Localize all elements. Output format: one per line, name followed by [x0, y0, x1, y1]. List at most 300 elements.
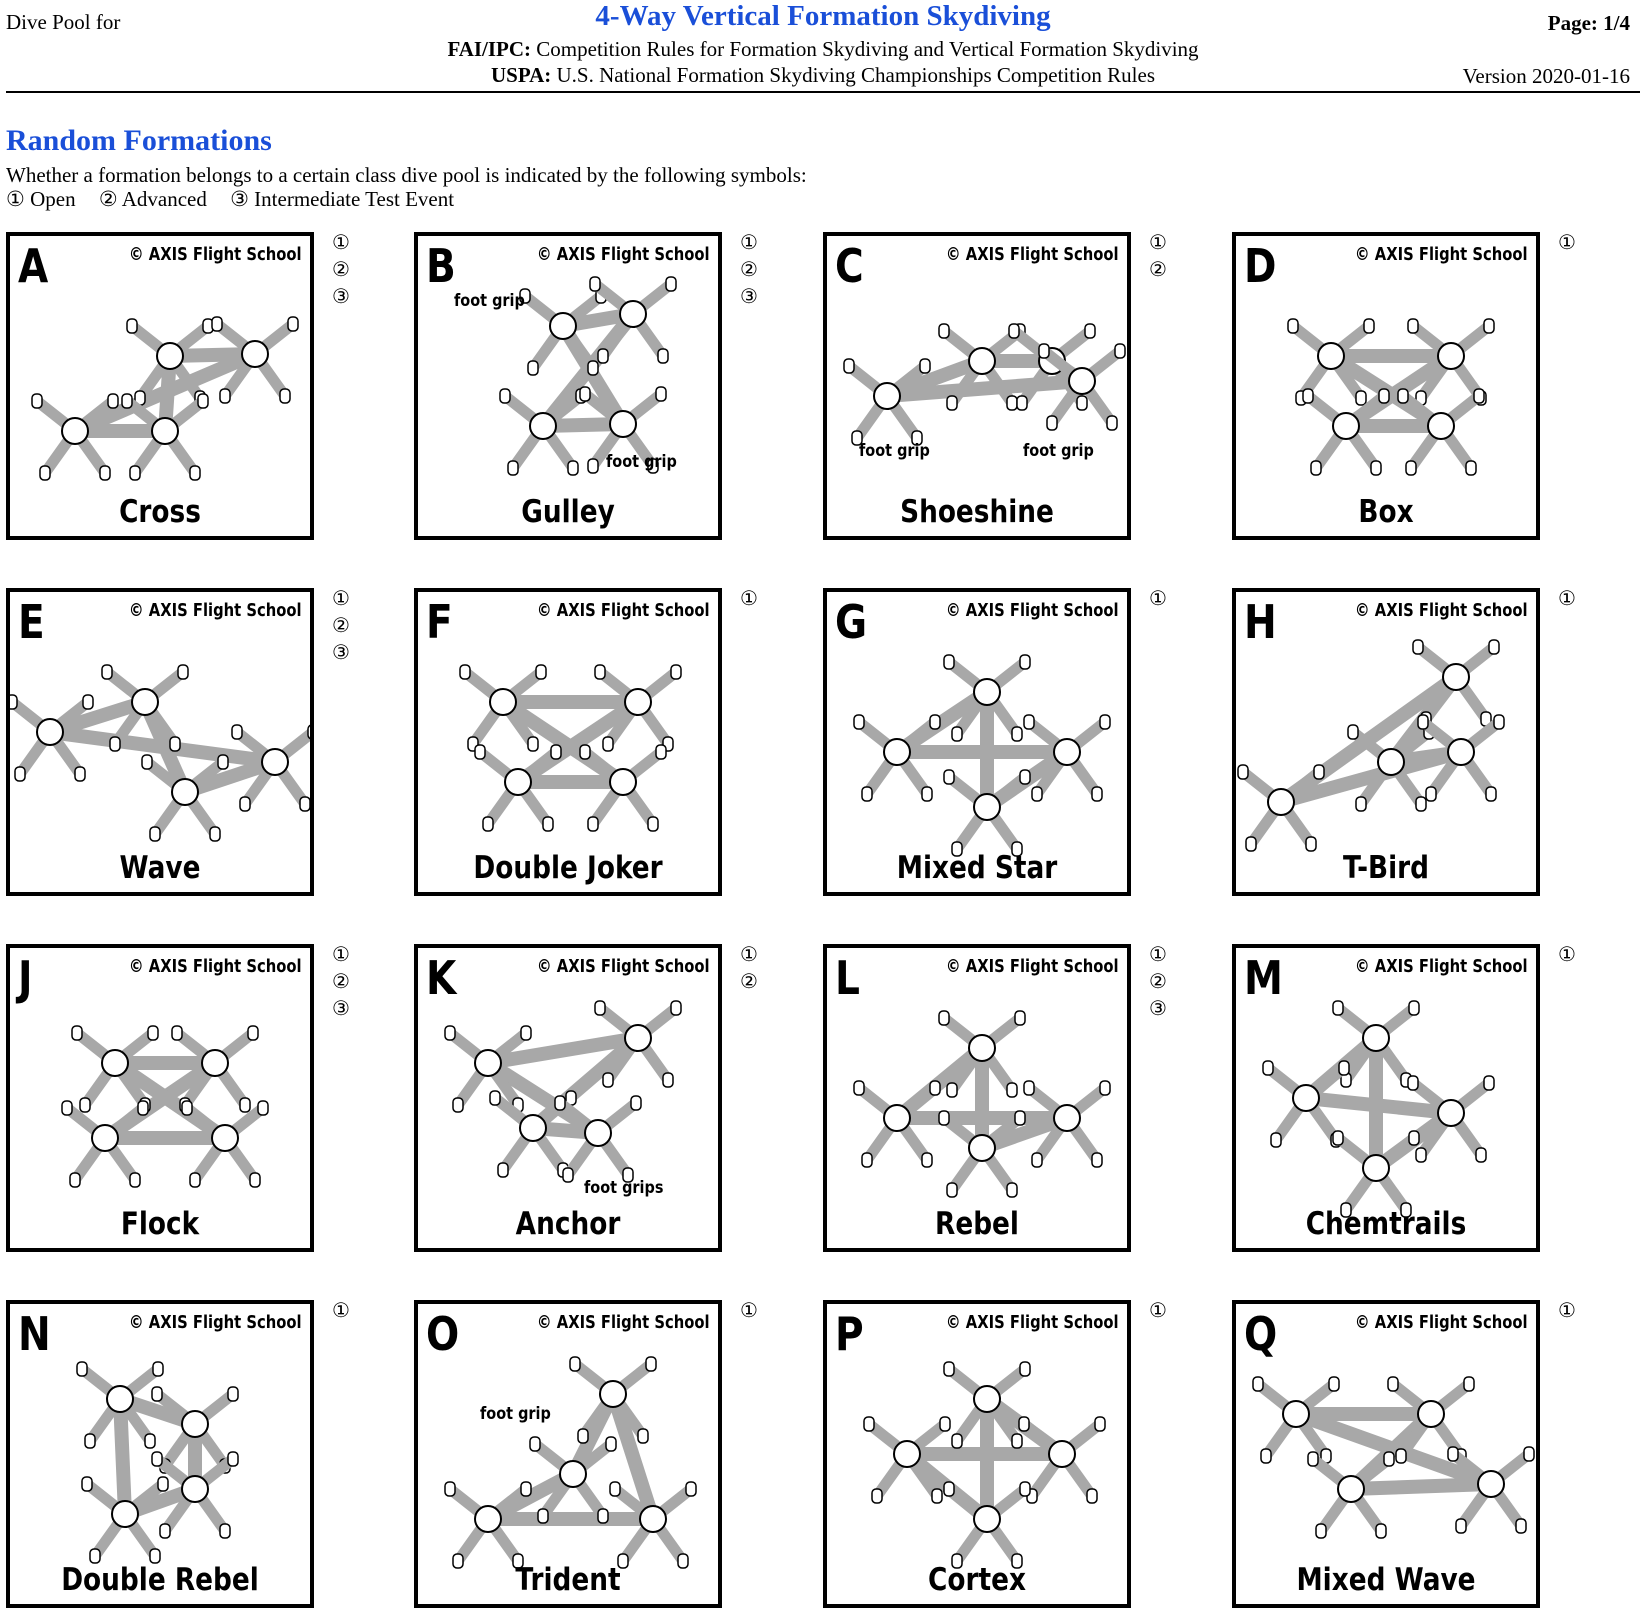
diver-hand [142, 755, 152, 769]
diver-head [530, 413, 556, 439]
formation-letter: C [835, 239, 864, 293]
diver-hand [663, 1073, 673, 1087]
diver-hand [944, 655, 954, 669]
diver-hand [1012, 1434, 1022, 1448]
formation-diagram [827, 236, 1127, 536]
formation-letter: D [1244, 239, 1277, 293]
diver-hand [570, 1357, 580, 1371]
copyright-label: © AXIS Flight School [537, 244, 710, 265]
diver-head [520, 1115, 546, 1141]
class-symbol: ① [332, 1300, 350, 1322]
formation-name: Chemtrails [1305, 1206, 1467, 1242]
class-legend [6, 187, 472, 211]
formation-name: Flock [120, 1206, 200, 1242]
diver-hand [578, 1429, 588, 1443]
diver-hand [490, 1091, 500, 1105]
diver-hand [1007, 1083, 1017, 1097]
diver-head [585, 1120, 611, 1146]
diver-hand [108, 394, 118, 408]
copyright-label: © AXIS Flight School [946, 600, 1119, 621]
diver-hand [862, 1153, 872, 1167]
legend-open: ① Open [6, 187, 76, 211]
class-symbol: ① [1149, 1300, 1167, 1322]
diver-hand [1009, 324, 1019, 338]
class-symbol: ① [740, 588, 758, 610]
diver-hand [1087, 1489, 1097, 1503]
class-symbol: ③ [740, 286, 758, 308]
diver-head [102, 1050, 128, 1076]
section-intro: Whether a formation belongs to a certain class dive pool is indicated by the following symbols: [6, 163, 807, 187]
formation-letter: B [426, 239, 456, 293]
diver-hand [671, 1001, 681, 1015]
formation-letter: G [835, 595, 868, 649]
diver-hand [228, 1452, 238, 1466]
formation-name: Cortex [928, 1562, 1026, 1598]
version-label: Version 2020-01-16 [1462, 64, 1630, 88]
diver-head [1333, 413, 1359, 439]
diver-head [1054, 739, 1080, 765]
diver-hand [1484, 319, 1494, 333]
diver-head [1318, 343, 1344, 369]
diver-hand [127, 319, 137, 333]
diver-head [1069, 368, 1095, 394]
diver-hand [110, 737, 120, 751]
diver-hand [947, 1083, 957, 1097]
diver-hand [854, 715, 864, 729]
diver-hand [1100, 1081, 1110, 1095]
diver-hand [1100, 715, 1110, 729]
class-marks [740, 230, 766, 311]
class-marks [740, 1298, 766, 1325]
formation-diagram [10, 236, 310, 536]
formation-letter: H [1244, 595, 1277, 649]
diver-head [969, 348, 995, 374]
fai-text: Competition Rules for Formation Skydiving and Vertical Formation Skydiving [536, 37, 1199, 61]
formation-name: Box [1358, 494, 1414, 530]
diver-hand [1253, 1377, 1263, 1391]
diver-hand [62, 1101, 72, 1115]
formation-card-b [414, 232, 722, 540]
diver-hand [555, 1096, 565, 1110]
diver-hand [500, 389, 510, 403]
diver-hand [1039, 344, 1049, 358]
diver-hand [1020, 1482, 1030, 1496]
formation-name: T-Bird [1342, 850, 1430, 886]
diver-hand [1333, 1001, 1343, 1015]
diver-hand [598, 1509, 608, 1523]
diver-hand [1339, 1061, 1349, 1075]
diver-hand [198, 394, 208, 408]
formation-letter: E [18, 595, 45, 649]
diver-hand [1314, 765, 1324, 779]
formation-letter: N [18, 1307, 51, 1361]
diver-hand [1316, 1524, 1326, 1538]
diver-head [262, 749, 288, 775]
copyright-label: © AXIS Flight School [129, 956, 302, 977]
diver-head [1363, 1155, 1389, 1181]
diver-hand [1024, 1081, 1034, 1095]
diver-hand [1007, 1183, 1017, 1197]
diver-hand [170, 737, 180, 751]
diver-hand [240, 797, 250, 811]
diver-hand [1020, 1362, 1030, 1376]
diver-hand [598, 349, 608, 363]
diver-hand [1047, 416, 1057, 430]
section-title: Random Formations [6, 124, 272, 157]
formation-diagram [10, 1304, 310, 1604]
diver-head [1268, 789, 1294, 815]
copyright-label: © AXIS Flight School [129, 1312, 302, 1333]
diver-hand [551, 745, 561, 759]
formation-diagram [1236, 592, 1536, 892]
diver-hand [538, 1509, 548, 1523]
class-symbol: ③ [332, 642, 350, 664]
uspa-text: U.S. National Formation Skydiving Championships Competition Rules [556, 63, 1156, 87]
diver-hand [944, 1482, 954, 1496]
formation-name: Rebel [935, 1206, 1019, 1242]
class-symbol: ② [1149, 971, 1167, 993]
diver-head [475, 1506, 501, 1532]
diver-hand [10, 695, 17, 709]
diver-head [172, 779, 198, 805]
diver-hand [1413, 640, 1423, 654]
formation-card-f [414, 588, 722, 896]
diver-head [1448, 739, 1474, 765]
diver-hand [528, 737, 538, 751]
formation-name: Gulley [521, 494, 615, 530]
diver-head [1378, 749, 1404, 775]
copyright-label: © AXIS Flight School [946, 244, 1119, 265]
copyright-label: © AXIS Flight School [1355, 1312, 1528, 1333]
diver-hand [563, 1168, 573, 1182]
diver-hand [603, 737, 613, 751]
diver-hand [1032, 787, 1042, 801]
diver-head [212, 1125, 238, 1151]
diver-hand [210, 827, 220, 841]
diver-head [182, 1411, 208, 1437]
diver-hand [568, 461, 578, 475]
diver-hand [952, 727, 962, 741]
class-marks [1558, 942, 1584, 969]
diver-hand [83, 695, 93, 709]
diver-head [894, 1441, 920, 1467]
diver-hand [922, 1153, 932, 1167]
diver-head [884, 1105, 910, 1131]
diver-hand [1020, 770, 1030, 784]
diver-head [1443, 664, 1469, 690]
formation-letter: L [835, 951, 860, 1005]
diver-head [112, 1501, 138, 1527]
diver-hand [631, 1096, 641, 1110]
diver-hand [932, 1489, 942, 1503]
formation-letter: F [426, 595, 453, 649]
class-symbol: ① [740, 232, 758, 254]
formation-diagram [1236, 1304, 1536, 1604]
diver-hand [595, 1001, 605, 1015]
diver-hand [178, 665, 188, 679]
class-symbol: ① [1558, 588, 1576, 610]
formation-card-m [1232, 944, 1540, 1252]
copyright-label: © AXIS Flight School [946, 956, 1119, 977]
class-marks [1149, 230, 1175, 284]
formation-letter: K [426, 951, 457, 1005]
class-symbol: ② [740, 259, 758, 281]
diver-hand [77, 1362, 87, 1376]
diver-hand [232, 725, 242, 739]
diver-hand [1115, 344, 1125, 358]
diver-hand [1489, 640, 1499, 654]
diver-head [1283, 1401, 1309, 1427]
diver-head [610, 769, 636, 795]
diver-hand [248, 1026, 258, 1040]
formation-diagram [418, 236, 718, 536]
formation-diagram [418, 1304, 718, 1604]
formation-diagram [1236, 236, 1536, 536]
class-symbol: ① [332, 944, 350, 966]
diver-hand [1356, 391, 1366, 405]
class-marks [1558, 586, 1584, 613]
copyright-label: © AXIS Flight School [129, 244, 302, 265]
diver-head [974, 679, 1000, 705]
foot-grip-label: foot grip [480, 1404, 551, 1424]
diver-hand [656, 387, 666, 401]
diver-hand [1474, 389, 1484, 403]
diver-hand [445, 1482, 455, 1496]
formation-card-e [6, 588, 314, 896]
header-divider [6, 91, 1640, 93]
diver-hand [1107, 416, 1117, 430]
diver-head [1438, 343, 1464, 369]
diver-hand [1348, 725, 1358, 739]
diver-head [969, 1135, 995, 1161]
diver-hand [1303, 389, 1313, 403]
diver-head [1428, 413, 1454, 439]
diver-head [1054, 1105, 1080, 1131]
diver-hand [947, 1183, 957, 1197]
class-symbol: ② [332, 259, 350, 281]
foot-grip-label: foot grip [859, 441, 930, 461]
diver-hand [1019, 1417, 1029, 1431]
formation-letter: P [835, 1307, 864, 1361]
diver-hand [1364, 319, 1374, 333]
diver-hand [130, 1173, 140, 1187]
class-symbol: ③ [1149, 998, 1167, 1020]
formation-letter: M [1244, 951, 1283, 1005]
class-symbol: ③ [332, 998, 350, 1020]
diver-head [550, 313, 576, 339]
diver-hand [40, 466, 50, 480]
diver-hand [300, 797, 310, 811]
copyright-label: © AXIS Flight School [537, 600, 710, 621]
diver-hand [1406, 461, 1416, 475]
formation-diagram [10, 592, 310, 892]
diver-hand [1516, 1519, 1526, 1533]
diver-hand [939, 1111, 949, 1125]
diver-hand [1408, 1076, 1418, 1090]
copyright-label: © AXIS Flight School [946, 1312, 1119, 1333]
diver-hand [228, 1387, 238, 1401]
formation-name: Double Joker [473, 850, 663, 886]
diver-hand [1388, 1377, 1398, 1391]
diver-hand [648, 817, 658, 831]
diver-head [625, 1025, 651, 1051]
diver-head [132, 689, 158, 715]
diver-head [37, 719, 63, 745]
class-symbol: ② [1149, 259, 1167, 281]
diver-hand [638, 1429, 648, 1443]
class-symbol: ① [332, 588, 350, 610]
diver-hand [944, 1362, 954, 1376]
formation-letter: A [18, 239, 49, 293]
diver-hand [1371, 461, 1381, 475]
class-symbol: ① [1149, 944, 1167, 966]
diver-hand [610, 1482, 620, 1496]
diver-head [1338, 1476, 1364, 1502]
formation-diagram [827, 948, 1127, 1248]
diver-head [1363, 1025, 1389, 1051]
diver-hand [1095, 1417, 1105, 1431]
class-marks [740, 586, 766, 613]
diver-hand [212, 317, 222, 331]
diver-hand [939, 1011, 949, 1025]
diver-hand [588, 817, 598, 831]
foot-grip-label: foot grip [606, 452, 677, 472]
diver-hand [498, 1163, 508, 1177]
class-marks [332, 230, 358, 311]
class-marks [1149, 586, 1175, 613]
formation-name: Double Rebel [61, 1562, 259, 1598]
class-symbol: ① [1149, 588, 1167, 610]
diver-hand [1261, 1449, 1271, 1463]
diver-hand [671, 665, 681, 679]
diver-head [1418, 1401, 1444, 1427]
diver-hand [656, 745, 666, 759]
diver-hand [280, 389, 290, 403]
diver-hand [1418, 715, 1428, 729]
formation-card-q [1232, 1300, 1540, 1608]
diver-hand [1416, 797, 1426, 811]
foot-grip-label: foot grips [584, 1178, 664, 1198]
fai-rules-line [0, 37, 1646, 62]
diver-head [157, 343, 183, 369]
class-symbol: ② [740, 971, 758, 993]
formation-name: Shoeshine [900, 494, 1054, 530]
formation-name: Cross [119, 494, 201, 530]
class-symbol: ② [332, 615, 350, 637]
diver-hand [1486, 787, 1496, 801]
diver-hand [1408, 319, 1418, 333]
class-symbol: ① [1558, 232, 1576, 254]
class-symbol: ① [1558, 1300, 1576, 1322]
diver-hand [1409, 1001, 1419, 1015]
diver-head [1478, 1471, 1504, 1497]
diver-hand [1092, 1153, 1102, 1167]
diver-hand [160, 1524, 170, 1538]
diver-hand [102, 665, 112, 679]
diver-hand [475, 745, 485, 759]
formation-card-d [1232, 232, 1540, 540]
diver-head [490, 689, 516, 715]
diver-hand [483, 817, 493, 831]
diver-hand [15, 767, 25, 781]
diver-hand [72, 1026, 82, 1040]
diver-hand [588, 361, 598, 375]
diver-hand [32, 394, 42, 408]
diver-hand [508, 461, 518, 475]
diver-hand [1238, 765, 1248, 779]
diver-hand [460, 665, 470, 679]
diver-hand [872, 1489, 882, 1503]
diver-head [884, 739, 910, 765]
diver-hand [952, 1434, 962, 1448]
diver-hand [240, 1098, 250, 1112]
diver-hand [590, 277, 600, 291]
diver-hand [288, 317, 298, 331]
diver-hand [658, 349, 668, 363]
diver-hand [220, 389, 230, 403]
diver-hand [1409, 1131, 1419, 1145]
foot-grip-label: foot grip [454, 291, 525, 311]
diver-head [560, 1461, 586, 1487]
diver-hand [922, 787, 932, 801]
uspa-label: USPA: [490, 63, 552, 87]
diver-hand [1246, 837, 1256, 851]
diver-hand [1017, 396, 1027, 410]
class-symbol: ① [740, 944, 758, 966]
diver-hand [666, 277, 676, 291]
diver-hand [1311, 461, 1321, 475]
diver-head [92, 1125, 118, 1151]
diver-hand [1398, 389, 1408, 403]
diver-hand [920, 359, 930, 373]
class-marks [332, 1298, 358, 1325]
formation-letter: J [18, 951, 33, 1005]
diver-head [610, 411, 636, 437]
legend-advanced: ② Advanced [98, 187, 207, 211]
diver-hand [944, 770, 954, 784]
diver-hand [580, 387, 590, 401]
diver-hand [521, 1482, 531, 1496]
diver-hand [1007, 396, 1017, 410]
diver-hand [1426, 787, 1436, 801]
diver-hand [580, 745, 590, 759]
formation-card-p [823, 1300, 1131, 1608]
diver-hand [1329, 1377, 1339, 1391]
diver-hand [930, 715, 940, 729]
diver-head [620, 301, 646, 327]
diver-hand [85, 1434, 95, 1448]
copyright-label: © AXIS Flight School [1355, 956, 1528, 977]
diver-head [600, 1381, 626, 1407]
diver-head [969, 1035, 995, 1061]
diver-hand [1466, 461, 1476, 475]
class-symbol: ① [1558, 944, 1576, 966]
diver-hand [1015, 1111, 1025, 1125]
formation-diagram [10, 948, 310, 1248]
diver-hand [1092, 787, 1102, 801]
diver-hand [258, 1101, 268, 1115]
class-symbol: ① [1149, 232, 1167, 254]
diver-hand [947, 396, 957, 410]
diver-hand [1448, 1447, 1458, 1461]
foot-grip-label: foot grip [1023, 441, 1094, 461]
class-marks [332, 586, 358, 667]
formation-name: Mixed Star [896, 850, 1058, 886]
diver-hand [940, 1417, 950, 1431]
diver-hand [930, 1081, 940, 1095]
diver-hand [595, 665, 605, 679]
diver-hand [1416, 1148, 1426, 1162]
